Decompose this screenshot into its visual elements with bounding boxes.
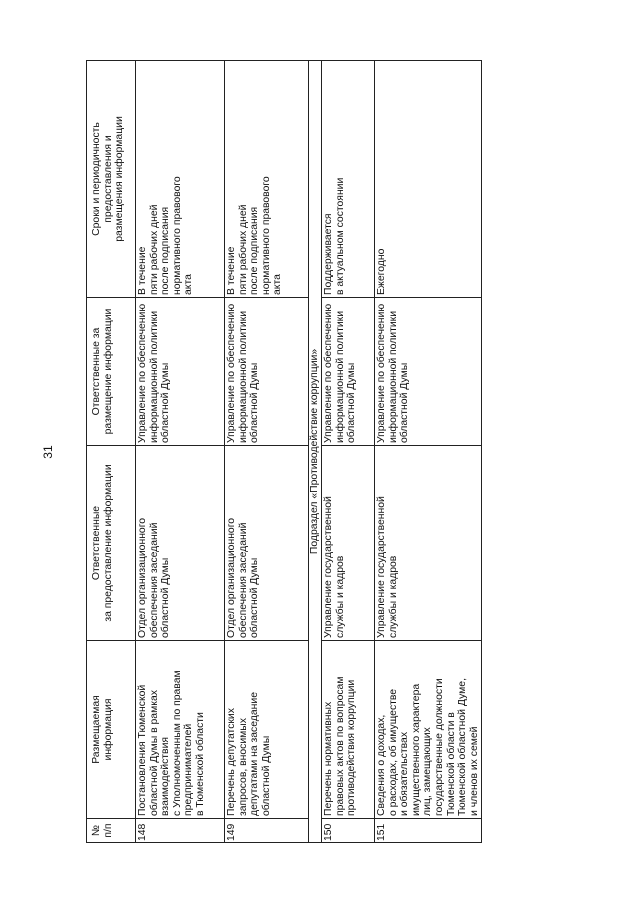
row-provide: Отдел организационного обеспечения заседаний областной Думы <box>136 446 225 641</box>
row-provide: Управление государственной службы и кадров <box>322 446 375 641</box>
header-terms: Сроки и периодичность предоставления и размещения информации <box>87 61 136 298</box>
row-place: Управление по обеспечению информационной политики областной Думы <box>136 298 225 446</box>
row-terms: Поддерживается в актуальном состоянии <box>322 61 375 298</box>
page-number: 31 <box>41 445 55 459</box>
row-terms: В течение пяти рабочих дней после подписания нормативного правового акта <box>225 61 309 298</box>
table-row <box>225 61 309 843</box>
row-place: Управление по обеспечению информационной политики областной Думы <box>322 298 375 446</box>
table-header-row <box>87 61 136 843</box>
header-place: Ответственные за размещение информации <box>87 298 136 446</box>
row-provide: Отдел организационного обеспечения заседаний областной Думы <box>225 446 309 641</box>
header-num: № п/п <box>87 819 136 843</box>
row-terms: В течение пяти рабочих дней после подписания нормативного правового акта <box>136 61 225 298</box>
row-number: 149 <box>225 819 309 843</box>
table-row <box>322 61 375 843</box>
row-number: 148 <box>136 819 225 843</box>
info-table <box>86 60 482 843</box>
row-terms: Ежегодно <box>375 61 482 298</box>
row-place: Управление по обеспечению информационной политики областной Думы <box>375 298 482 446</box>
subsection-row <box>309 61 322 843</box>
row-number: 150 <box>322 819 375 843</box>
row-info: Перечень нормативных правовых актов по вопросам противодействия коррупции <box>322 641 375 819</box>
table-row <box>375 61 482 843</box>
row-number: 151 <box>375 819 482 843</box>
header-info: Размещаемая информация <box>87 641 136 819</box>
row-provide: Управление государственной службы и кадров <box>375 446 482 641</box>
rotated-page-content <box>86 61 480 843</box>
row-info: Сведения о доходах, о расходах, об имуществе и обязательствах имущественного характера лиц, замещающих государственные должности Тюменской области в Тюменской областной Думе, и членов их семей <box>375 641 482 819</box>
row-info: Постановления Тюменской областной Думы в рамках взаимодействия с Уполномоченным по правам предпринимателей в Тюменской области <box>136 641 225 819</box>
subsection-title: Подраздел «Противодействие коррупции» <box>309 61 322 843</box>
table-row <box>136 61 225 843</box>
row-info: Перечень депутатских запросов, вносимых депутатами на заседание областной Думы <box>225 641 309 819</box>
header-provide: Ответственные за предоставление информации <box>87 446 136 641</box>
row-place: Управление по обеспечению информационной политики областной Думы <box>225 298 309 446</box>
